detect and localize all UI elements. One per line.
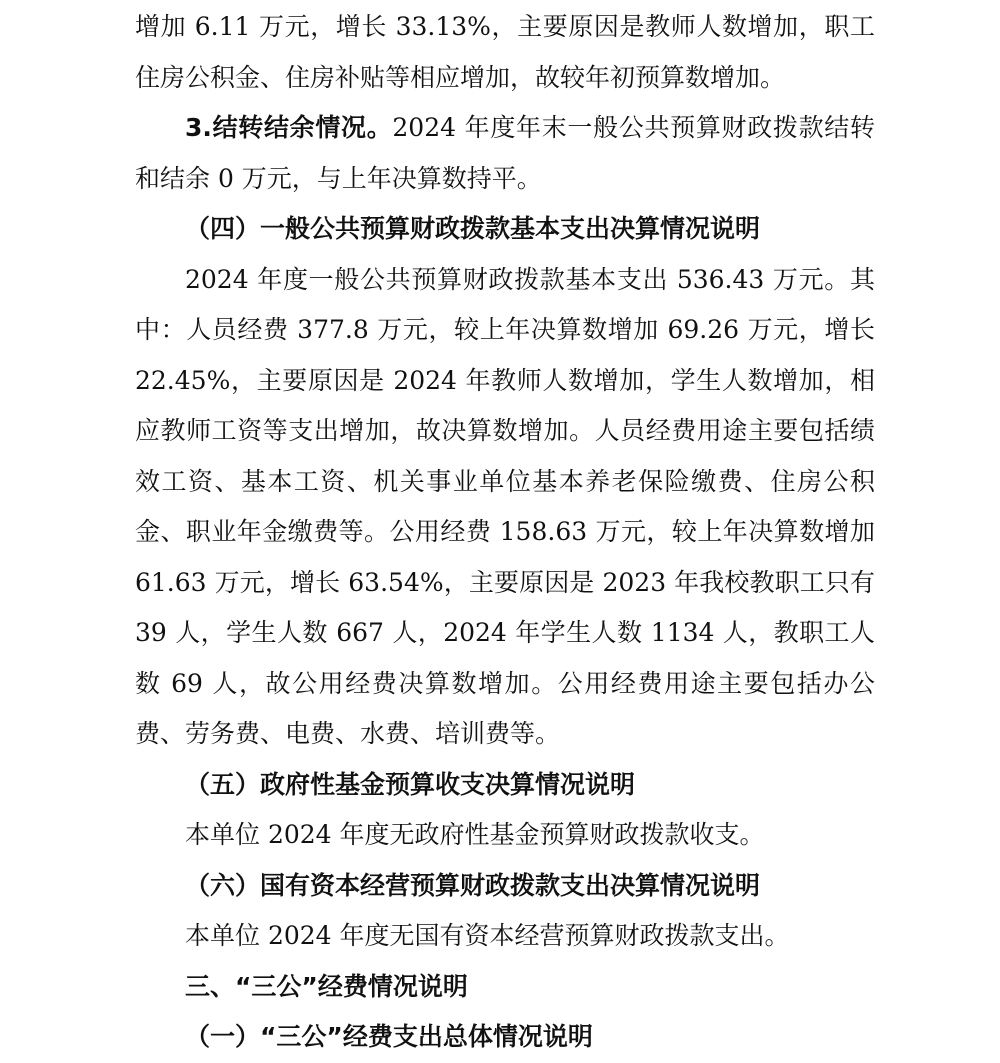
section-heading-6: （六）国有资本经营预算财政拨款支出决算情况说明 xyxy=(185,870,761,900)
paragraph-carryover-text: 2024 年度年末一般公共预算财政拨款结转和结余 0 万元，与上年决算数持平。 xyxy=(135,113,875,193)
paragraph-basic-expenditure: 2024 年度一般公共预算财政拨款基本支出 536.43 万元。其中：人员经费 377.8 万元，较上年决算数增加 69.26 万元，增长 22.45%，主要原因是 2024 年教师人数增加，学生人数增加，相应教师工资等支出增加，故决算数增加。人员经费用途主要包括绩效工资、基本工资、机关事业单位基本养老保险缴费、住房公积金、职业年金缴费等。公用经费 158.63 万元，较上年决算数增加 61.63 万元，增长 63.54%，主要原因是 2023 年我校教职工只有 39 人，学生人数 667 人，2024 年学生人数 1134 人，教职工人数 69 人，故公用经费决算数增加。公用经费用途主要包括办公费、劳务费、电费、水费、培训费等。 xyxy=(135,264,875,748)
section-heading-3: 三、“三公”经费情况说明 xyxy=(185,971,468,1001)
paragraph-continuation: 增加 6.11 万元，增长 33.13%，主要原因是教师人数增加，职工住房公积金、住房补贴等相应增加，故较年初预算数增加。 xyxy=(135,12,875,92)
section-heading-4: （四）一般公共预算财政拨款基本支出决算情况说明 xyxy=(185,214,761,243)
document-page xyxy=(135,0,875,1063)
paragraph-carryover-lead: 3.结转结余情况。 xyxy=(185,113,393,142)
paragraph-carryover xyxy=(135,103,875,204)
section-heading-5: （五）政府性基金预算收支决算情况说明 xyxy=(185,769,636,799)
paragraph-state-capital: 本单位 2024 年度无国有资本经营预算财政拨款支出。 xyxy=(185,921,790,950)
paragraph-government-fund: 本单位 2024 年度无政府性基金预算财政拨款收支。 xyxy=(185,820,765,849)
section-heading-7: （一）“三公”经费支出总体情况说明 xyxy=(185,1022,593,1051)
